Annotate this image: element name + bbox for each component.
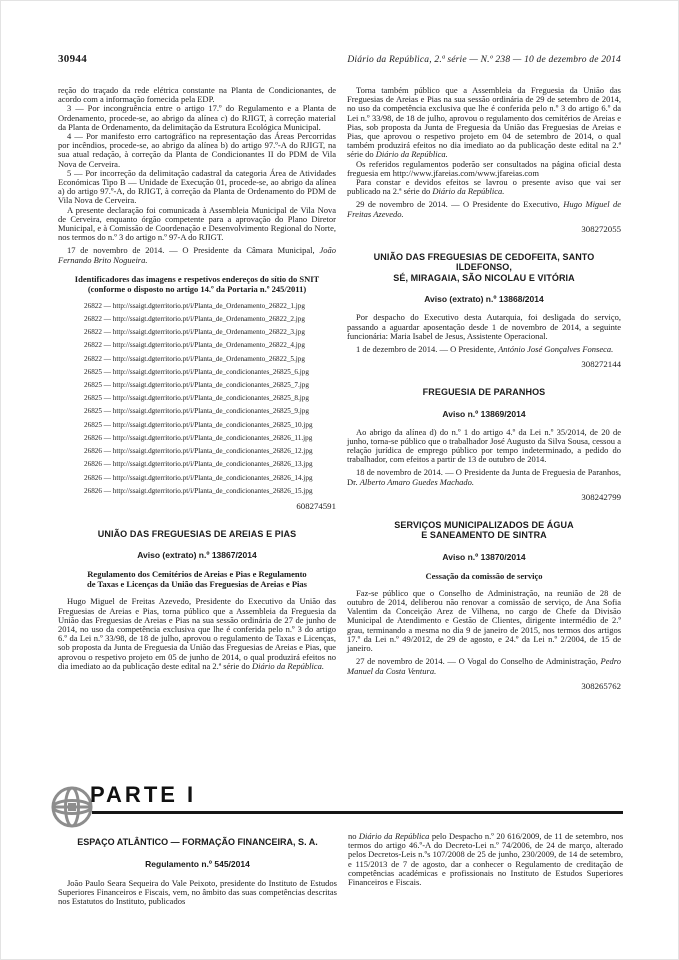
parte1-title: PARTE I (90, 782, 197, 807)
paragraph-text: pelo Despacho n.º 20 616/2009, de 11 de setembro, nos termos do artigo 46.º-A do Decreto-Lei n.º 74/2006, de 24 de março, alterado pelos Decretos-Leis n.ºs 107/2008 de 25 de junho, 230/2009, de 14 de setembro, e 115/2013 de 7 de agosto, dar a conhecer o Regulamento de creditação de competências académicas e profissionais no Instituto de Estudos Superiores Financeiros e Fiscais. (347, 831, 624, 888)
snit-heading-line1: Identificadores das imagens e respetivos endereços do sítio do SNIT (74, 273, 320, 284)
right-column (347, 86, 621, 692)
signature-date: 1 de dezembro de 2014. — O Presidente, (355, 343, 499, 354)
signature-name: Pedro Manuel da Costa Ventura. (346, 656, 621, 676)
parte1-rule (92, 811, 623, 814)
image-link-item: 26825 — http://ssaigt.dgterritorio.pt/i/Planta_de_condicionantes_26825_7.jpg (84, 381, 309, 390)
bottom-left-column (58, 832, 337, 907)
org-heading-paranhos: FREGUESIA DE PARANHOS (422, 387, 546, 398)
org-heading-smas-sintra (347, 520, 621, 541)
snit-heading (58, 274, 336, 294)
parte1-banner (58, 784, 623, 832)
image-link-item: 26825 — http://ssaigt.dgterritorio.pt/i/Planta_de_condicionantes_26825_8.jpg (84, 394, 309, 403)
page-number: 30944 (58, 53, 87, 65)
image-link-item: 26822 — http://ssaigt.dgterritorio.pt/i/Planta_de_Ordenamento_26822_3.jpg (84, 328, 305, 337)
aviso-heading-13870: Aviso n.º 13870/2014 (442, 551, 526, 562)
image-link-item: 26822 — http://ssaigt.dgterritorio.pt/i/Planta_de_Ordenamento_26822_2.jpg (84, 315, 305, 324)
bottom-right-column (348, 832, 623, 907)
body-paragraph: João Paulo Seara Sequeira do Vale Peixoto, presidente do Instituto de Estudos Superiores Financeiros e Fiscais, vem, no âmbito das suas competências descritas nos Estatutos do Instituto, publicados (58, 878, 337, 907)
image-link-list (58, 300, 336, 498)
paragraph-text: Hugo Miguel de Freitas Azevedo, Presidente do Executivo da União das Freguesias de Areias e Pias, torna público que a Assembleia da Freguesia da União das Freguesias de Areias e Pias na sua sessão ordinária de 27 de junho de 2014, no uso da competência exclusiva que lhe é conferida pelo n.º 3 do artigo 6.º da Lei n.º 33/98, de 18 de julho, aprovou o regulamento de Taxas e Licenças, sob proposta da Junta de Freguesia da União das Freguesias de Areias e Pias, que aprovou o respetivo projeto em 05 de junho de 2014, o qual produzirá efeitos no dia imediato ao da publicação deste edital na 2.ª série do (58, 596, 336, 671)
image-link-item: 26825 — http://ssaigt.dgterritorio.pt/i/Planta_de_condicionantes_26825_9.jpg (84, 407, 309, 416)
signature-name: Alberto Amaro Guedes Machado. (359, 476, 474, 487)
signature-date: 17 de novembro de 2014. — O Presidente da Câmara Municipal, (67, 245, 320, 256)
signature-line (347, 468, 621, 486)
regulation-subheading-line1: Regulamento dos Cemitérios de Areias e Pias e Regulamento (87, 569, 307, 580)
signature-date: 27 de novembro de 2014. — O Vogal do Conselho de Administração, (355, 656, 601, 667)
paragraph-italic-text: Diário da República. (432, 186, 505, 197)
image-link-item: 26822 — http://ssaigt.dgterritorio.pt/i/Planta_de_Ordenamento_26822_1.jpg (84, 301, 305, 310)
org-heading-areias: UNIÃO DAS FREGUESIAS DE AREIAS E PIAS (97, 528, 297, 539)
org-heading-line2: SÉ, MIRAGAIA, SÃO NICOLAU E VITÓRIA (393, 272, 575, 283)
signature-name: João Fernando Brito Nogueira. (58, 245, 336, 265)
regulation-545-heading: Regulamento n.º 545/2014 (145, 859, 250, 869)
registration-number: 308272144 (581, 359, 621, 370)
body-paragraph (347, 86, 621, 160)
registration-number: 308242799 (581, 491, 621, 502)
body-paragraph: reção do traçado da rede elétrica constante na Planta de Condicionantes, de acordo com a informação fornecida pela EDP. (58, 85, 336, 105)
body-paragraph: 5 — Por incorreção da delimitação cadastral da categoria Área de Atividades Económicas Tipo B — Unidade de Execução 01, procede-se, ao abrigo da alínea a) do artigo 97.º-A, do RJIGT, à correção da Planta de Ordenamento do PDM de Vila Nova de Cerveira. (58, 167, 336, 206)
paragraph-italic-text: Diário da República. (375, 149, 448, 160)
body-paragraph: 4 — Por manifesto erro cartográfico na representação das Áreas Percorridas por incêndios, procede-se, ao abrigo da alínea b) do artigo 97.º-A do RJIGT, na sua atual redação, à correção da Planta de Condicionantes II do PDM de Vila Nova de Cerveira. (58, 131, 336, 169)
signature-date: 29 de novembro de 2014. — O Presidente do Executivo, (355, 199, 564, 210)
paragraph-text: Torna também público que a Assembleia da Freguesia da União das Freguesias de Areias e Pias na sua sessão ordinária de 29 de setembro de 2014, no uso da competência exclusiva que lhe é conferida pelo n.º 3 do artigo 6.º da Lei n.º 33/98, de 18 de julho, aprovou o regulamento dos cemitérios de Areias e Pias, sob proposta da Junta de Freguesia da União das Freguesias de Areias e Pias, que aprovou o respetivo projeto em 04 de setembro de 2014, o qual também produzirá efeitos no dia imediato ao da publicação deste edital na 2.ª série do (346, 85, 621, 160)
paragraph-text: no (347, 831, 359, 841)
signature-line (347, 657, 621, 675)
body-paragraph: A presente declaração foi comunicada à Assembleia Municipal de Vila Nova de Cerveira, enquanto órgão competente para a aprovação do Plano Diretor Municipal, e à Comissão de Coordenação e Desenvolvimento Regional do Norte, nos termos do n.º 3 do artigo n.º 97-A do RJIGT. (58, 204, 336, 243)
snit-heading-line2: (conforme o disposto no artigo 14.º da Portaria n.º 245/2011) (87, 283, 307, 294)
bottom-columns (58, 832, 623, 907)
image-link-item: 26822 — http://ssaigt.dgterritorio.pt/i/Planta_de_Ordenamento_26822_5.jpg (84, 354, 305, 363)
signature-line (58, 246, 336, 264)
image-link-item: 26826 — http://ssaigt.dgterritorio.pt/i/Planta_de_condicionantes_26826_12.jpg (84, 447, 313, 456)
body-paragraph: Por despacho do Executivo desta Autarquia, foi desligada do serviço, passando a aguardar aposentação desde 1 de novembro de 2014, a seguinte funcionária: Maria Isabel de Jesus, Assistente Operacional. (346, 312, 621, 341)
body-paragraph: 3 — Por incongruência entre o artigo 17.º do Regulamento e a Planta de Ordenamento, procede-se, ao abrigo da alínea c) do RJIGT, à correção material da Planta de Ordenamento, da delimitação da Estrutura Ecológica Municipal. (58, 103, 336, 132)
image-link-item: 26826 — http://ssaigt.dgterritorio.pt/i/Planta_de_condicionantes_26826_11.jpg (84, 433, 313, 442)
org-heading-line1: UNIÃO DAS FREGUESIAS DE CEDOFEITA, SANTO ILDEFONSO, (373, 251, 595, 273)
body-paragraph (347, 178, 621, 196)
signature-name: Hugo Miguel de Freitas Azevedo. (346, 199, 621, 219)
cessation-subheading: Cessação da comissão de serviço (425, 570, 543, 581)
body-paragraph (58, 597, 336, 671)
signature-line (347, 200, 621, 218)
image-link-item: 26826 — http://ssaigt.dgterritorio.pt/i/Planta_de_condicionantes_26826_13.jpg (84, 460, 313, 469)
registration-number: 308265762 (581, 680, 621, 691)
body-paragraph: Ao abrigo da alínea d) do n.º 1 do artigo 4.º da Lei n.º 35/2014, de 20 de junho, torna-se público que o trabalhador José Augusto da Silva Sousa, cessou a relação jurídica de emprego público por tempo indeterminado, a pedido do trabalhador, com efeitos a partir de 13 de outubro de 2014. (346, 426, 621, 465)
signature-date: 18 de novembro de 2014. — O Presidente da Junta de Freguesia de Paranhos, Dr. (346, 467, 621, 487)
journal-title: Diário da República, 2.ª série — N.º 238 — 10 de dezembro de 2014 (347, 55, 621, 65)
image-link-item: 26825 — http://ssaigt.dgterritorio.pt/i/Planta_de_condicionantes_26825_10.jpg (84, 420, 313, 429)
body-paragraph (348, 832, 623, 887)
page-header (58, 53, 621, 65)
registration-number: 308272055 (581, 223, 621, 234)
body-paragraph: Faz-se público que o Conselho de Administração, na reunião de 28 de outubro de 2014, deliberou não renovar a comissão de serviço, de Ana Sofia Valentim da Conceição Arez de Vilhena, no cargo de Chefe da Divisão Municipal de Atendimento e Gestão de Clientes, dirigente intermédio de 2.º grau, terminando a mesma no dia 9 de janeiro de 2015, nos termos dos artigos 17.º da Lei n.º 49/2012, de 29 de agosto, e 24.º da Lei n.º 2/2004, de 15 de janeiro. (346, 587, 621, 654)
aviso-heading-13868: Aviso (extrato) n.º 13868/2014 (424, 294, 544, 305)
image-link-item: 26825 — http://ssaigt.dgterritorio.pt/i/Planta_de_condicionantes_26825_6.jpg (84, 367, 309, 376)
aviso-heading-13869: Aviso n.º 13869/2014 (442, 408, 526, 419)
signature-name: António José Gonçalves Fonseca. (498, 343, 614, 354)
org-heading-line2: E SANEAMENTO DE SINTRA (421, 530, 547, 541)
paragraph-italic-text: Diário da República. (252, 660, 325, 671)
image-link-item: 26822 — http://ssaigt.dgterritorio.pt/i/Planta_de_Ordenamento_26822_4.jpg (84, 341, 305, 350)
body-paragraph: Os referidos regulamentos poderão ser consultados na página oficial desta freguesia em http://www.jfareias.com/www.jfareias.com (346, 158, 621, 178)
signature-line (347, 345, 621, 354)
image-link-item: 26826 — http://ssaigt.dgterritorio.pt/i/Planta_de_condicionantes_26826_15.jpg (84, 486, 313, 495)
org-heading-line1: SERVIÇOS MUNICIPALIZADOS DE ÁGUA (394, 519, 574, 530)
main-columns (58, 86, 621, 692)
paragraph-italic-text: Diário da República (358, 831, 430, 841)
paragraph-text: Para constar e devidos efeitos se lavrou o presente aviso que vai ser publicado na 2.ª série do (346, 177, 621, 197)
org-heading-espaco-atlantico: ESPAÇO ATLÂNTICO — FORMAÇÃO FINANCEIRA, S. A. (77, 837, 318, 847)
regulation-subheading-line2: de Taxas e Licenças da União das Freguesias de Areias e Pias (86, 579, 307, 590)
registration-number: 608274591 (296, 500, 336, 511)
left-column (58, 86, 336, 692)
image-link-item: 26826 — http://ssaigt.dgterritorio.pt/i/Planta_de_condicionantes_26826_14.jpg (84, 473, 313, 482)
armillary-sphere-icon (49, 784, 95, 830)
aviso-heading-13867: Aviso (extrato) n.º 13867/2014 (137, 550, 257, 561)
org-heading-cedofeita (347, 252, 621, 284)
regulation-subheading (58, 569, 336, 589)
